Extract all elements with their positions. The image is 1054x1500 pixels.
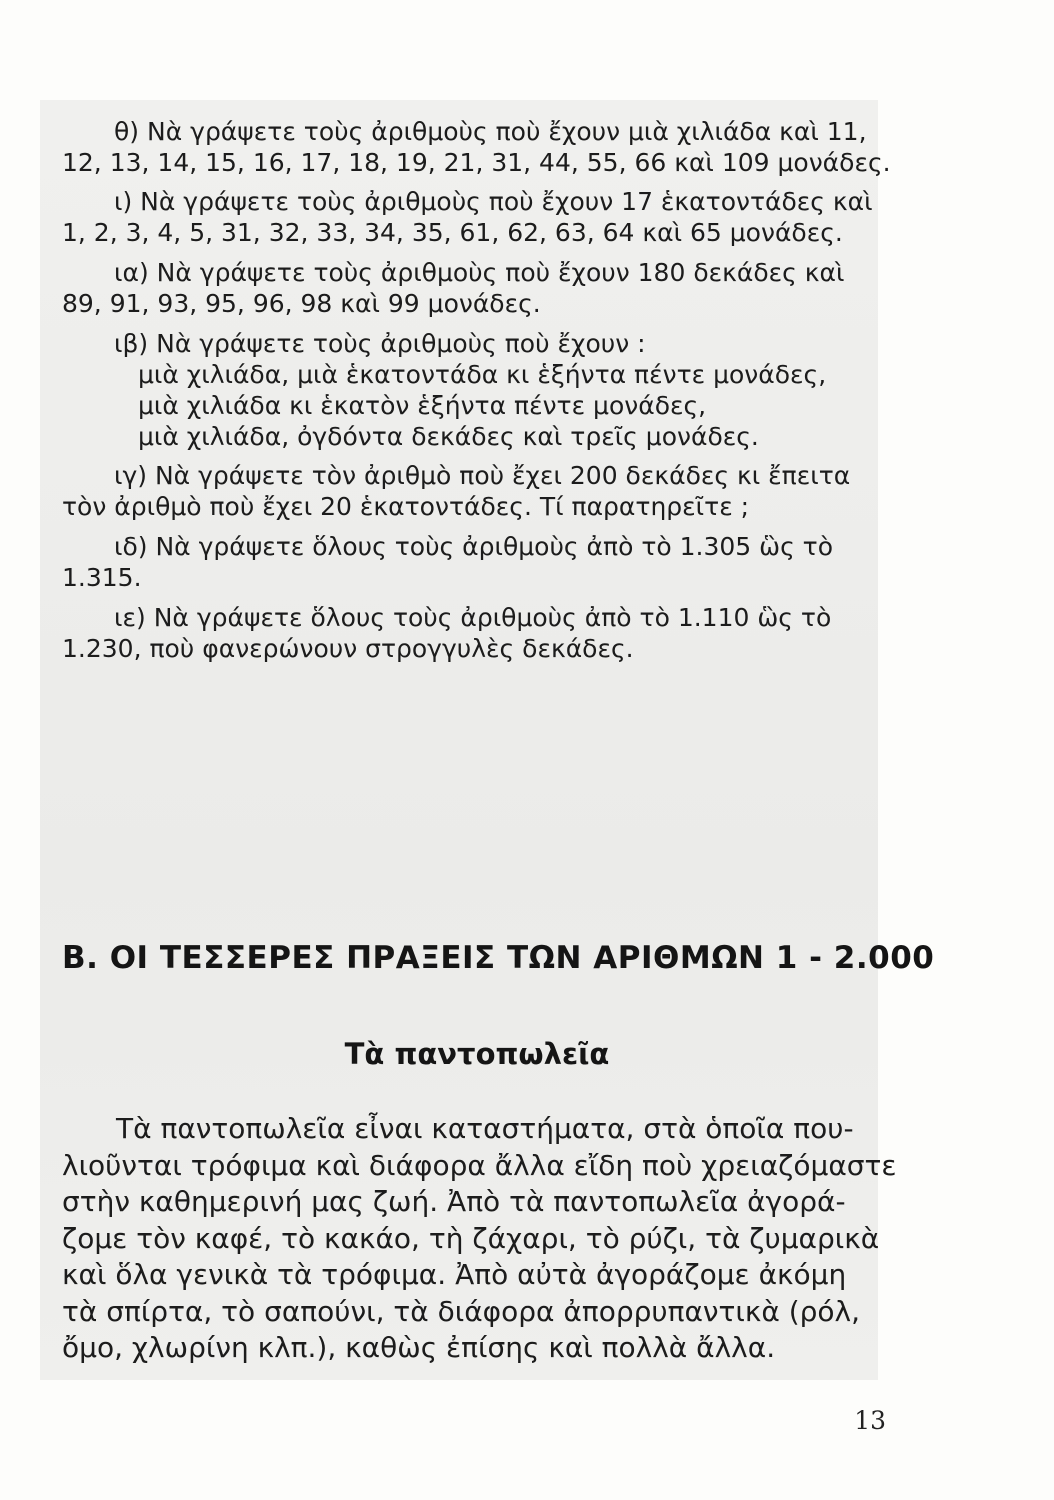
exercise-line: 1.315.	[62, 563, 142, 592]
body-line: ὄμο, χλωρίνη κλπ.), καθὼς ἐπίσης καὶ πολλὰ ἄλλα.	[62, 1331, 776, 1364]
exercise-line: ιγ) Νὰ γράψετε τὸν ἀριθμὸ ποὺ ἔχει 200 δεκάδες κι ἔπειτα	[114, 461, 851, 490]
exercise-line: ιδ) Νὰ γράψετε ὅλους τοὺς ἀριθμοὺς ἀπὸ τὸ 1.305 ὣς τὸ	[114, 532, 834, 561]
section-heading: Β. ΟΙ ΤΕΣΣΕΡΕΣ ΠΡΑΞΕΙΣ ΤΩΝ ΑΡΙΘΜΩΝ 1 - 2.000	[62, 940, 935, 976]
exercise-line: 89, 91, 93, 95, 96, 98 καὶ 99 μονάδες.	[62, 289, 541, 318]
exercise-line: τὸν ἀριθμὸ ποὺ ἔχει 20 ἑκατοντάδες. Τί παρατηρεῖτε ;	[62, 492, 750, 521]
exercise-iota-delta	[62, 531, 847, 593]
exercise-iota-beta	[62, 328, 847, 452]
body-line: στὴν καθημερινή μας ζωή. Ἀπὸ τὰ παντοπωλεῖα ἀγορά-	[62, 1185, 846, 1218]
body-line: Τὰ παντοπωλεῖα εἶναι καταστήματα, στὰ ὁποῖα που-	[116, 1112, 854, 1145]
exercise-line: ιβ) Νὰ γράψετε τοὺς ἀριθμοὺς ποὺ ἔχουν :	[114, 329, 646, 358]
exercise-iota-epsilon	[62, 602, 847, 664]
body-line: καὶ ὅλα γενικὰ τὰ τρόφιμα. Ἀπὸ αὐτὰ ἀγοράζομε ἀκόμη	[62, 1258, 847, 1291]
exercise-iota-gamma	[62, 460, 851, 522]
body-line: λιοῦνται τρόφιμα καὶ διάφορα ἄλλα εἴδη ποὺ χρειαζόμαστε	[62, 1148, 897, 1182]
exercise-line: 1.230, ποὺ φανερώνουν στρογγυλὲς δεκάδες.	[62, 634, 634, 663]
exercise-line: 12, 13, 14, 15, 16, 17, 18, 19, 21, 31, 44, 55, 66 καὶ 109 μονάδες.	[62, 148, 891, 177]
exercise-line: ια) Νὰ γράψετε τοὺς ἀριθμοὺς ποὺ ἔχουν 180 δεκάδες καὶ	[114, 258, 845, 287]
exercise-line: 1, 2, 3, 4, 5, 31, 32, 33, 34, 35, 61, 62, 63, 64 καὶ 65 μονάδες.	[62, 218, 843, 247]
exercise-iota	[62, 186, 873, 248]
body-line: ζομε τὸν καφέ, τὸ κακάο, τὴ ζάχαρι, τὸ ρύζι, τὰ ζυμαρικὰ	[62, 1221, 880, 1255]
exercise-iota-alpha	[62, 257, 847, 319]
exercise-line: θ) Νὰ γράψετε τοὺς ἀριθμοὺς ποὺ ἔχουν μιὰ χιλιάδα καὶ 11,	[114, 117, 867, 146]
body-line: τὰ σπίρτα, τὸ σαπούνι, τὰ διάφορα ἀπορρυπαντικὰ (ρόλ,	[62, 1294, 861, 1328]
body-paragraph	[62, 1111, 897, 1367]
exercise-line: μιὰ χιλιάδα, ὀγδόντα δεκάδες καὶ τρεῖς μονάδες.	[138, 422, 759, 451]
page-number: 13	[854, 1406, 886, 1435]
exercise-line: ι) Νὰ γράψετε τοὺς ἀριθμοὺς ποὺ ἔχουν 17 ἑκατοντάδες καὶ	[114, 187, 873, 216]
exercise-line: μιὰ χιλιάδα κι ἑκατὸν ἑξήντα πέντε μονάδες,	[138, 391, 707, 420]
exercise-line: ιε) Νὰ γράψετε ὅλους τοὺς ἀριθμοὺς ἀπὸ τὸ 1.110 ὣς τὸ	[114, 603, 832, 632]
exercise-theta	[62, 116, 891, 178]
exercise-line: μιὰ χιλιάδα, μιὰ ἑκατοντάδα κι ἑξήντα πέντε μονάδες,	[138, 360, 827, 389]
subheading: Τὰ παντοπωλεῖα	[344, 1037, 610, 1071]
